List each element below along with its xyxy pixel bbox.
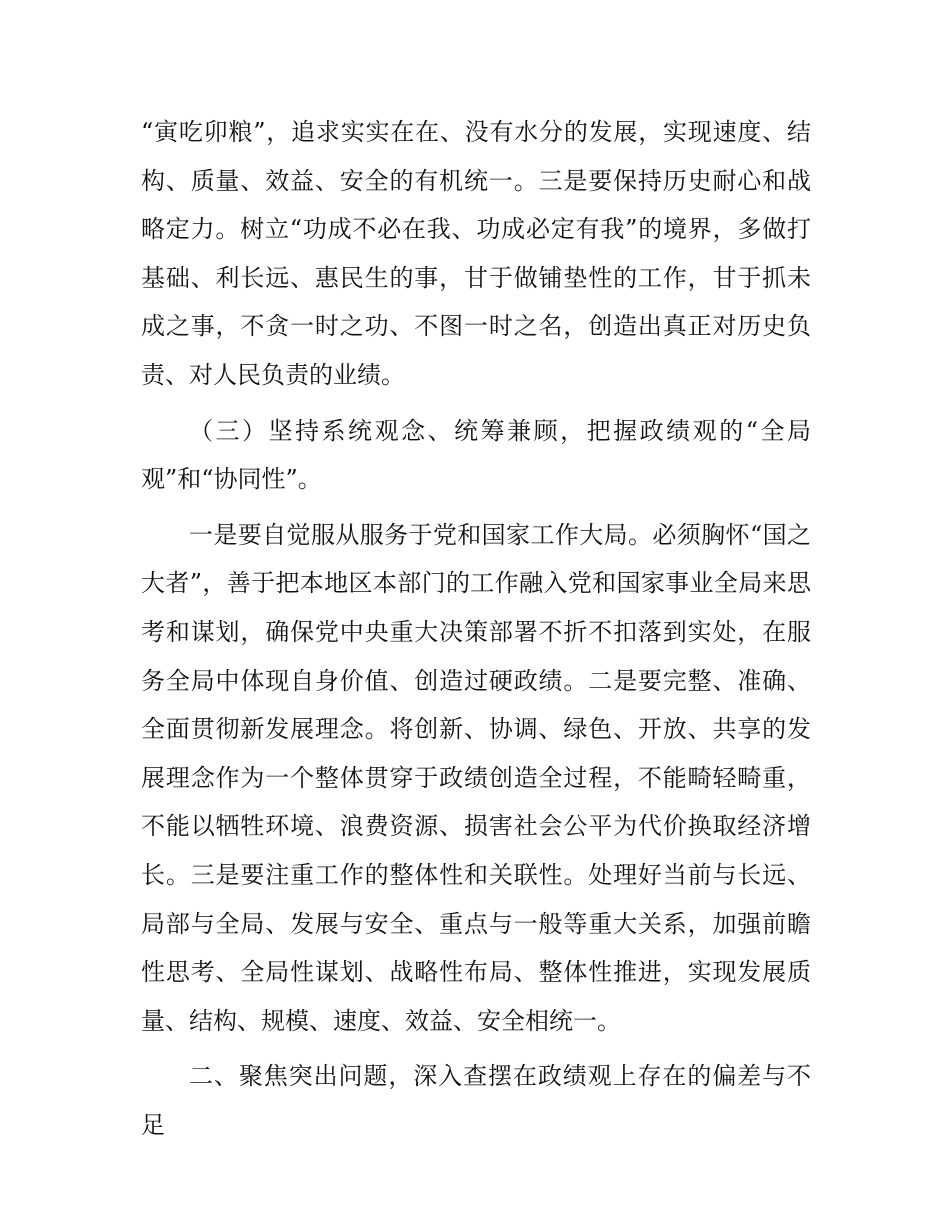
paragraph-continuation: “寅吃卯粮”，追求实实在在、没有水分的发展，实现速度、结构、质量、效益、安全的有机统一。三是要保持历史耐心和战略定力。树立“功成不必在我、功成必定有我”的境界，多做打基础、利长远、惠民生的事，甘于做铺垫性的工作，甘于抓未成之事，不贪一时之功、不图一时之名，创造出真正对历史负责、对人民负责的业绩。 [141,118,811,389]
paragraph-body: 一是要自觉服从服务于党和国家工作大局。必须胸怀“国之大者”，善于把本地区本部门的工作融入党和国家事业全局来思考和谋划，确保党中央重大决策部署不折不扣落到实处，在服务全局中体现自身价值、创造过硬政绩。二是要完整、准确、全面贯彻新发展理念。将创新、协调、绿色、开放、共享的发展理念作为一个整体贯穿于政绩创造全过程，不能畸轻畸重，不能以牺牲环境、浪费资源、损害社会公平为代价换取经济增长。三是要注重工作的整体性和关联性。处理好当前与长远、局部与全局、发展与安全、重点与一般等重大关系，加强前瞻性思考、全局性谋划、战略性布局、整体性推进，实现发展质量、结构、规模、速度、效益、安全相统一。 [141,520,811,1035]
section-heading-two: 二、聚焦突出问题，深入查摆在政绩观上存在的偏差与不足 [141,1062,811,1139]
document-body [141,108,811,1156]
section-heading-three: （三）坚持系统观念、统筹兼顾，把握政绩观的“全局观”和“协同性”。 [141,416,811,494]
